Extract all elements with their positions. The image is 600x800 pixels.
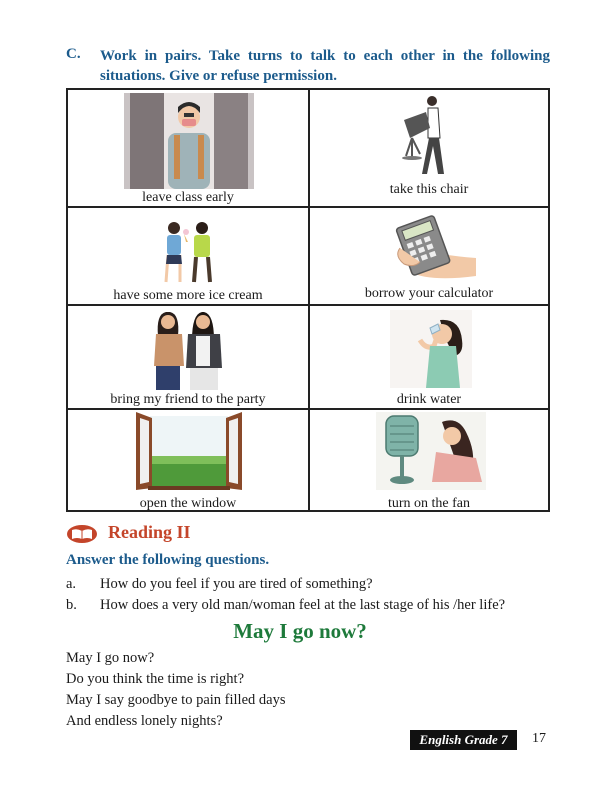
woman-drinking-icon: [390, 310, 472, 388]
grid-cell: [68, 90, 308, 206]
kids-ice-cream-icon: [158, 220, 222, 284]
man-carrying-chair-icon: [398, 94, 460, 178]
cell-caption: leave class early: [142, 190, 234, 205]
two-friends-icon: [148, 310, 232, 390]
grid-cell: [68, 410, 308, 514]
grid-cell: [68, 208, 308, 304]
grid-cell: [310, 90, 548, 206]
woman-with-fan-icon: [376, 412, 486, 490]
cell-caption: bring my friend to the party: [110, 392, 266, 407]
cell-caption: take this chair: [389, 182, 469, 197]
situations-grid: [66, 88, 550, 512]
question-label: b.: [66, 597, 77, 613]
page-number: 17: [532, 731, 546, 746]
reading-title: Reading II: [108, 522, 191, 542]
cell-caption: turn on the fan: [387, 496, 471, 511]
grid-cell: [310, 306, 548, 408]
grid-cell: [68, 306, 308, 408]
calculator-icon: [390, 212, 476, 280]
poem-line: May I say goodbye to pain filled days: [66, 692, 286, 708]
cell-caption: borrow your calculator: [364, 286, 494, 301]
section-letter: C.: [66, 46, 81, 62]
poem-title: May I go now?: [233, 619, 367, 643]
question-text: How do you feel if you are tired of something?: [100, 576, 373, 592]
answer-heading: Answer the following questions.: [66, 552, 270, 568]
grid-cell: [310, 208, 548, 304]
poem-line: May I go now?: [66, 650, 155, 666]
poem-line: And endless lonely nights?: [66, 713, 223, 729]
cell-caption: have some more ice cream: [113, 288, 263, 303]
section-instruction: Work in pairs. Take turns to talk to each other in the following situations. Give or refuse permission.: [100, 48, 550, 84]
open-window-icon: [134, 412, 244, 490]
open-book-icon: [66, 524, 98, 544]
cell-caption: open the window: [139, 496, 237, 511]
question-label: a.: [66, 576, 77, 592]
book-title-badge: English Grade 7: [410, 730, 517, 750]
cell-caption: drink water: [396, 392, 462, 407]
poem-line: Do you think the time is right?: [66, 671, 245, 687]
question-text: How does a very old man/woman feel at the last stage of his /her life?: [100, 597, 506, 613]
student-leaving-icon: [124, 93, 254, 189]
grid-cell: [310, 410, 548, 514]
